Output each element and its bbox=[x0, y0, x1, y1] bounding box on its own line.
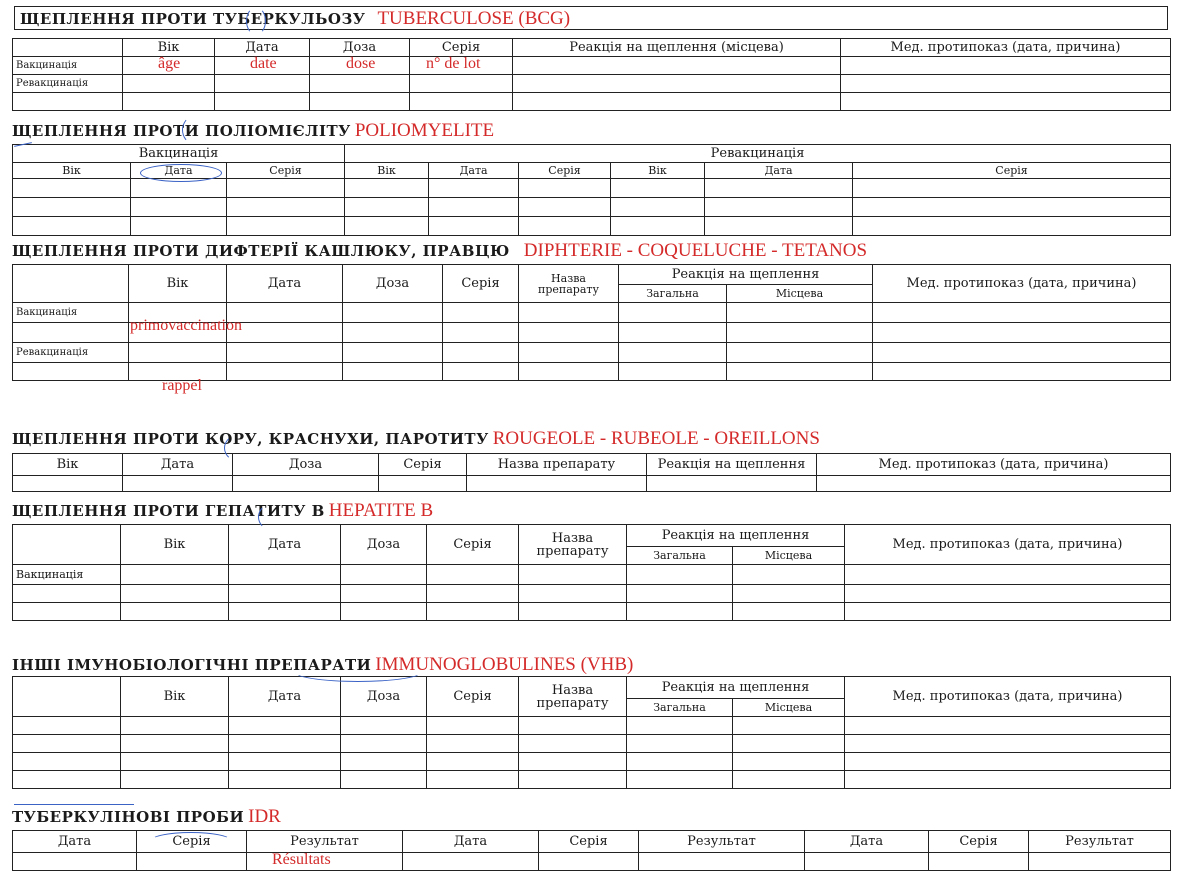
cell[interactable] bbox=[427, 585, 519, 603]
cell[interactable] bbox=[627, 735, 733, 753]
cell[interactable] bbox=[705, 198, 853, 217]
cell[interactable] bbox=[345, 179, 429, 198]
cell[interactable] bbox=[519, 179, 611, 198]
cell[interactable] bbox=[519, 343, 619, 363]
cell[interactable] bbox=[519, 771, 627, 789]
cell[interactable] bbox=[733, 771, 845, 789]
col-header: Серія bbox=[427, 525, 519, 565]
cell[interactable] bbox=[229, 717, 341, 735]
cell[interactable] bbox=[427, 717, 519, 735]
cell[interactable] bbox=[410, 93, 513, 111]
cell[interactable] bbox=[13, 753, 121, 771]
cell[interactable] bbox=[13, 179, 131, 198]
subheader-general: Загальна bbox=[627, 547, 733, 565]
cell[interactable] bbox=[467, 476, 647, 492]
cell[interactable] bbox=[733, 585, 845, 603]
cell[interactable] bbox=[427, 603, 519, 621]
cell[interactable] bbox=[410, 75, 513, 93]
cell[interactable] bbox=[229, 565, 341, 585]
pen-mark bbox=[150, 832, 232, 850]
cell[interactable] bbox=[443, 343, 519, 363]
col-header: Результат bbox=[639, 831, 805, 853]
cell[interactable] bbox=[227, 217, 345, 236]
cell[interactable] bbox=[727, 303, 873, 323]
fr-annotation-primovaccination: primovaccination bbox=[130, 317, 242, 334]
cell[interactable] bbox=[873, 343, 1171, 363]
mmr-french-title: ROUGEOLE - RUBEOLE - OREILLONS bbox=[492, 428, 820, 449]
fr-annotation-results: Résultats bbox=[272, 851, 331, 868]
cell[interactable] bbox=[229, 735, 341, 753]
cell[interactable] bbox=[627, 717, 733, 735]
cell[interactable] bbox=[627, 585, 733, 603]
cell[interactable] bbox=[733, 565, 845, 585]
cell[interactable] bbox=[121, 565, 229, 585]
cell[interactable] bbox=[513, 75, 841, 93]
cell[interactable] bbox=[443, 363, 519, 381]
mmr-section-title: ЩЕПЛЕННЯ ПРОТИ КОРУ, КРАСНУХИ, ПАРОТИТУ ROUGEOLE - RUBEOLE - OREILLONS bbox=[12, 428, 820, 449]
cell[interactable] bbox=[343, 343, 443, 363]
cell[interactable] bbox=[13, 735, 121, 753]
cell[interactable] bbox=[519, 735, 627, 753]
table-row bbox=[13, 476, 1171, 492]
col-header: Доза bbox=[310, 39, 410, 57]
cell[interactable] bbox=[611, 217, 705, 236]
dtp-section-title: ЩЕПЛЕННЯ ПРОТИ ДИФТЕРІЇ КАШЛЮКУ, ПРАВЦЮ DIPHTERIE - COQUELUCHE - TETANOS bbox=[12, 240, 868, 261]
cell[interactable] bbox=[121, 735, 229, 753]
col-header: Дата bbox=[13, 831, 137, 853]
bcg-french-title: TUBERCULOSE (BCG) bbox=[377, 8, 571, 29]
col-header: Дата bbox=[123, 454, 233, 476]
row-label: Вакцинація bbox=[13, 303, 129, 323]
bcg-section-title: ЩЕПЛЕННЯ ПРОТИ ТУБЕРКУЛЬОЗУ TUBERCULOSE (BCG) bbox=[20, 8, 571, 29]
cell[interactable] bbox=[733, 753, 845, 771]
cell[interactable] bbox=[123, 75, 215, 93]
cell[interactable] bbox=[227, 343, 343, 363]
cell[interactable] bbox=[13, 853, 137, 871]
cell[interactable] bbox=[427, 735, 519, 753]
fr-annotation-age: âge bbox=[158, 55, 181, 72]
col-header: Вік bbox=[129, 265, 227, 303]
cell[interactable] bbox=[539, 853, 639, 871]
cell[interactable] bbox=[123, 93, 215, 111]
cell[interactable] bbox=[13, 217, 131, 236]
table-row bbox=[13, 39, 1171, 57]
cell[interactable] bbox=[619, 303, 727, 323]
cell[interactable] bbox=[611, 179, 705, 198]
cell[interactable] bbox=[513, 57, 841, 75]
cell[interactable] bbox=[627, 565, 733, 585]
dtp-french-title: DIPHTERIE - COQUELUCHE - TETANOS bbox=[523, 240, 868, 261]
table-row bbox=[13, 454, 1171, 476]
col-header: Дата bbox=[229, 525, 341, 565]
cell[interactable] bbox=[233, 476, 379, 492]
cell[interactable] bbox=[123, 476, 233, 492]
cell[interactable] bbox=[853, 198, 1171, 217]
hepb-section-title: ЩЕПЛЕННЯ ПРОТИ ГЕПАТИТУ В HEPATITE B bbox=[12, 500, 434, 521]
table-row bbox=[13, 677, 1171, 699]
col-header: Вік bbox=[13, 454, 123, 476]
cell[interactable] bbox=[13, 93, 123, 111]
col-header: Вік bbox=[123, 39, 215, 57]
cell[interactable] bbox=[1029, 853, 1171, 871]
cell[interactable] bbox=[229, 771, 341, 789]
cell[interactable] bbox=[727, 323, 873, 343]
col-header: Доза bbox=[233, 454, 379, 476]
cell[interactable] bbox=[443, 323, 519, 343]
table-row bbox=[13, 565, 1171, 585]
col-header: Дата bbox=[403, 831, 539, 853]
fr-annotation-rappel: rappel bbox=[162, 377, 202, 394]
col-header: Доза bbox=[343, 265, 443, 303]
cell[interactable] bbox=[427, 753, 519, 771]
table-row bbox=[13, 145, 1171, 163]
cell[interactable] bbox=[853, 179, 1171, 198]
tb-tests-section-title: ТУБЕРКУЛІНОВІ ПРОБИ IDR bbox=[12, 806, 281, 827]
col-header: Назва препарату bbox=[519, 677, 627, 717]
row-label: Ревакцинація bbox=[13, 75, 123, 93]
cell[interactable] bbox=[227, 363, 343, 381]
cell[interactable] bbox=[229, 585, 341, 603]
tb-tests-french-title: IDR bbox=[248, 806, 281, 827]
col-header: Вік bbox=[121, 525, 229, 565]
cell[interactable] bbox=[343, 363, 443, 381]
cell[interactable] bbox=[121, 603, 229, 621]
cell[interactable] bbox=[13, 323, 129, 343]
table-row bbox=[13, 93, 1171, 111]
cell[interactable] bbox=[845, 735, 1171, 753]
fr-annotation-lot: n° de lot bbox=[426, 55, 481, 72]
col-header: Дата bbox=[215, 39, 310, 57]
cell[interactable] bbox=[343, 303, 443, 323]
cell[interactable] bbox=[727, 343, 873, 363]
col-header: Результат bbox=[247, 831, 403, 853]
table-row bbox=[13, 525, 1171, 547]
mmr-table bbox=[12, 453, 1171, 492]
cell[interactable] bbox=[705, 217, 853, 236]
cell[interactable] bbox=[429, 198, 519, 217]
table-row bbox=[13, 75, 1171, 93]
cell[interactable] bbox=[627, 771, 733, 789]
row-label: Вакцинація bbox=[13, 565, 121, 585]
cell[interactable] bbox=[227, 323, 343, 343]
cell[interactable] bbox=[929, 853, 1029, 871]
pen-mark bbox=[246, 7, 266, 35]
cell[interactable] bbox=[379, 476, 467, 492]
cell[interactable] bbox=[429, 217, 519, 236]
cell[interactable] bbox=[841, 93, 1171, 111]
subheader-local: Місцева bbox=[733, 699, 845, 717]
cell[interactable] bbox=[427, 565, 519, 585]
cell[interactable] bbox=[733, 717, 845, 735]
col-header-reaction: Реакція на щеплення bbox=[627, 677, 845, 699]
col-header-reaction: Реакція на щеплення bbox=[627, 525, 845, 547]
polio-table bbox=[12, 144, 1171, 236]
cell[interactable] bbox=[841, 57, 1171, 75]
col-header: Дата bbox=[705, 163, 853, 179]
polio-section-title: ЩЕПЛЕННЯ ПРОТИ ПОЛІОМІЄЛІТУ POLIOMYELITE bbox=[12, 120, 495, 141]
cell[interactable] bbox=[227, 303, 343, 323]
cell[interactable] bbox=[845, 565, 1171, 585]
table-row bbox=[13, 585, 1171, 603]
col-header: Серія bbox=[379, 454, 467, 476]
cell[interactable] bbox=[519, 303, 619, 323]
cell[interactable] bbox=[611, 198, 705, 217]
pen-mark bbox=[224, 434, 256, 462]
group-header-revaccination: Ревакцинація bbox=[345, 145, 1171, 163]
cell[interactable] bbox=[129, 343, 227, 363]
cell[interactable] bbox=[13, 363, 129, 381]
cell[interactable] bbox=[427, 771, 519, 789]
cell[interactable] bbox=[341, 771, 427, 789]
pen-mark bbox=[292, 660, 424, 682]
row-label: Вакцинація bbox=[13, 57, 123, 75]
subheader-general: Загальна bbox=[627, 699, 733, 717]
cell[interactable] bbox=[345, 198, 429, 217]
cell[interactable] bbox=[845, 717, 1171, 735]
cell[interactable] bbox=[519, 323, 619, 343]
col-header: Серія bbox=[853, 163, 1171, 179]
cell[interactable] bbox=[13, 198, 131, 217]
hepb-table bbox=[12, 524, 1171, 621]
cell[interactable] bbox=[13, 717, 121, 735]
cell[interactable] bbox=[13, 585, 121, 603]
col-header: Доза bbox=[341, 525, 427, 565]
cell[interactable] bbox=[215, 93, 310, 111]
cell[interactable] bbox=[229, 753, 341, 771]
subheader-general: Загальна bbox=[619, 285, 727, 303]
cell[interactable] bbox=[429, 179, 519, 198]
cell[interactable] bbox=[873, 323, 1171, 343]
cell[interactable] bbox=[519, 717, 627, 735]
cell[interactable] bbox=[131, 217, 227, 236]
cell[interactable] bbox=[817, 476, 1171, 492]
cell[interactable] bbox=[227, 198, 345, 217]
col-header: Серія bbox=[227, 163, 345, 179]
cell[interactable] bbox=[137, 853, 247, 871]
table-row bbox=[13, 603, 1171, 621]
table-row bbox=[13, 343, 1171, 363]
cell[interactable] bbox=[519, 198, 611, 217]
table-row bbox=[13, 198, 1171, 217]
cell[interactable] bbox=[873, 303, 1171, 323]
other-french-title: IMMUNOGLOBULINES (VHB) bbox=[375, 654, 634, 675]
cell[interactable] bbox=[845, 753, 1171, 771]
col-header: Доза bbox=[341, 677, 427, 717]
cell[interactable] bbox=[841, 75, 1171, 93]
table-row bbox=[13, 853, 1171, 871]
col-header: Реакція на щеплення bbox=[647, 454, 817, 476]
col-header: Вік bbox=[121, 677, 229, 717]
col-header: Вік bbox=[611, 163, 705, 179]
cell[interactable] bbox=[733, 735, 845, 753]
cell[interactable] bbox=[13, 476, 123, 492]
cell[interactable] bbox=[519, 565, 627, 585]
cell[interactable] bbox=[341, 717, 427, 735]
cell[interactable] bbox=[519, 217, 611, 236]
cell[interactable] bbox=[310, 93, 410, 111]
cell[interactable] bbox=[519, 585, 627, 603]
group-header-vaccination: Вакцинація bbox=[13, 145, 345, 163]
col-header: Результат bbox=[1029, 831, 1171, 853]
col-header: Вік bbox=[345, 163, 429, 179]
row-label: Ревакцинація bbox=[13, 343, 129, 363]
cell[interactable] bbox=[341, 735, 427, 753]
cell[interactable] bbox=[619, 343, 727, 363]
cell[interactable] bbox=[341, 585, 427, 603]
cell[interactable] bbox=[443, 303, 519, 323]
col-header: Мед. протипоказ (дата, причина) bbox=[845, 525, 1171, 565]
fr-annotation-dose: dose bbox=[346, 55, 376, 72]
other-table bbox=[12, 676, 1171, 789]
cell[interactable] bbox=[310, 75, 410, 93]
table-row bbox=[13, 753, 1171, 771]
col-header: Дата bbox=[227, 265, 343, 303]
cell[interactable] bbox=[121, 717, 229, 735]
cell[interactable] bbox=[845, 771, 1171, 789]
col-header: Серія bbox=[519, 163, 611, 179]
cell[interactable] bbox=[215, 75, 310, 93]
cell[interactable] bbox=[13, 603, 121, 621]
pen-mark bbox=[14, 804, 134, 805]
cell[interactable] bbox=[805, 853, 929, 871]
cell[interactable] bbox=[519, 363, 619, 381]
other-section-title: ІНШІ ІМУНОБІОЛОГІЧНІ ПРЕПАРАТИ IMMUNOGLOBULINES (VHB) bbox=[12, 654, 634, 675]
cell[interactable] bbox=[705, 179, 853, 198]
col-header: Назва препарату bbox=[467, 454, 647, 476]
cell[interactable] bbox=[121, 771, 229, 789]
table-row bbox=[13, 57, 1171, 75]
cell[interactable] bbox=[639, 853, 805, 871]
cell[interactable] bbox=[131, 198, 227, 217]
col-header: Серія bbox=[929, 831, 1029, 853]
col-header: Мед. протипоказ (дата, причина) bbox=[873, 265, 1171, 303]
col-header-reaction: Реакція на щеплення bbox=[619, 265, 873, 285]
cell[interactable] bbox=[343, 323, 443, 343]
hepb-french-title: HEPATITE B bbox=[328, 500, 434, 521]
cell[interactable] bbox=[519, 603, 627, 621]
cell[interactable] bbox=[121, 585, 229, 603]
cell[interactable] bbox=[627, 603, 733, 621]
pen-mark bbox=[182, 116, 206, 144]
cell[interactable] bbox=[13, 771, 121, 789]
fr-annotation-date: date bbox=[250, 55, 277, 72]
subheader-local: Місцева bbox=[733, 547, 845, 565]
cell[interactable] bbox=[341, 603, 427, 621]
col-header: Назва препарату bbox=[519, 525, 627, 565]
col-header: Мед. протипоказ (дата, причина) bbox=[841, 39, 1171, 57]
col-header: Серія bbox=[427, 677, 519, 717]
cell[interactable] bbox=[513, 93, 841, 111]
pen-mark bbox=[258, 504, 284, 530]
col-header: Назва препарату bbox=[519, 265, 619, 303]
col-header: Реакція на щеплення (місцева) bbox=[513, 39, 841, 57]
subheader-local: Місцева bbox=[727, 285, 873, 303]
col-header: Серія bbox=[539, 831, 639, 853]
cell[interactable] bbox=[345, 217, 429, 236]
col-header: Дата bbox=[805, 831, 929, 853]
bcg-table bbox=[12, 38, 1171, 111]
cell[interactable] bbox=[619, 363, 727, 381]
cell[interactable] bbox=[647, 476, 817, 492]
col-header: Мед. протипоказ (дата, причина) bbox=[817, 454, 1171, 476]
cell[interactable] bbox=[403, 853, 539, 871]
cell[interactable] bbox=[227, 179, 345, 198]
table-row bbox=[13, 735, 1171, 753]
col-header: Дата bbox=[229, 677, 341, 717]
col-header: Дата bbox=[131, 163, 227, 179]
col-header: Серія bbox=[410, 39, 513, 57]
cell[interactable] bbox=[341, 753, 427, 771]
cell[interactable] bbox=[845, 603, 1171, 621]
cell[interactable] bbox=[733, 603, 845, 621]
cell[interactable] bbox=[873, 363, 1171, 381]
cell[interactable] bbox=[341, 565, 427, 585]
polio-french-title: POLIOMYELITE bbox=[354, 120, 495, 141]
col-header: Дата bbox=[429, 163, 519, 179]
col-header: Мед. протипоказ (дата, причина) bbox=[845, 677, 1171, 717]
col-header: Вік bbox=[13, 163, 131, 179]
cell[interactable] bbox=[519, 753, 627, 771]
table-row bbox=[13, 771, 1171, 789]
col-header: Серія bbox=[137, 831, 247, 853]
cell[interactable] bbox=[627, 753, 733, 771]
cell[interactable] bbox=[229, 603, 341, 621]
table-row bbox=[13, 717, 1171, 735]
pen-mark bbox=[140, 164, 222, 182]
col-header: Серія bbox=[443, 265, 519, 303]
cell[interactable] bbox=[853, 217, 1171, 236]
cell[interactable] bbox=[121, 753, 229, 771]
cell[interactable] bbox=[845, 585, 1171, 603]
cell[interactable] bbox=[727, 363, 873, 381]
table-row bbox=[13, 217, 1171, 236]
table-row bbox=[13, 265, 1171, 285]
cell[interactable] bbox=[619, 323, 727, 343]
